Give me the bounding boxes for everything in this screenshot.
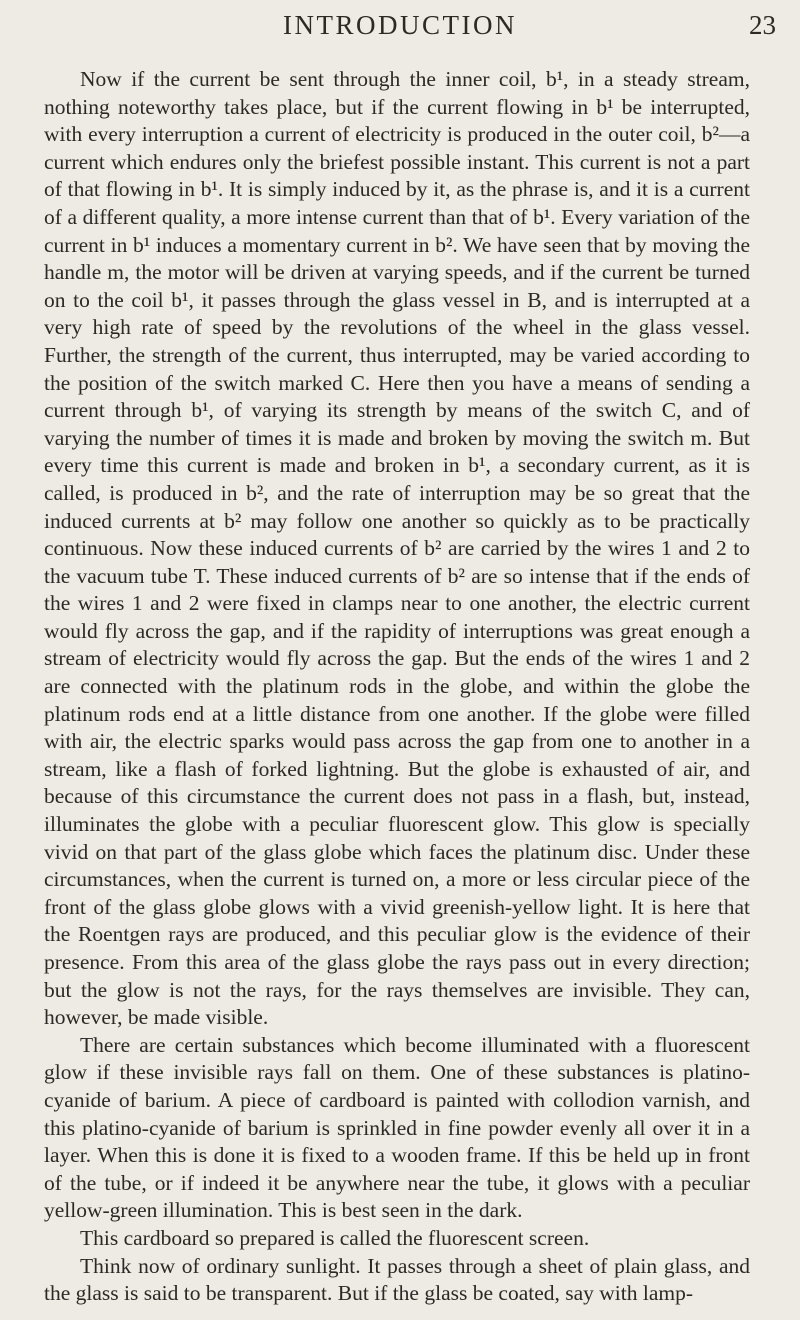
paragraph-2: There are certain substances which become illuminated with a fluorescent glow if these invisible rays fall on them. One of these substances is platino-cyanide of barium. A piece of cardboard is painted with collodion varnish, and this platino-cyanide of barium is sprinkled in fine powder evenly all over it in a layer. When this is done it is fixed to a wooden frame. If this be held up in front of the tube, or if indeed it be anywhere near the tube, it glows with a peculiar yellow-green illumination. This is best seen in the dark.: [44, 1032, 750, 1223]
body-text: [44, 66, 750, 1308]
page-number: 23: [749, 10, 776, 40]
paragraph-1: Now if the current be sent through the inner coil, b¹, in a steady stream, nothing noteworthy takes place, but if the current flowing in b¹ be interrupted, with every interruption a current of electricity is produced in the outer coil, b²—a current which endures only the briefest possible instant. This current is not a part of that flowing in b¹. It is simply induced by it, as the phrase is, and it is a current of a different quality, a more intense current than that of b¹. Every variation of the current in b¹ induces a momentary current in b². We have seen that by moving the handle m, the motor will be driven at varying speeds, and if the current be turned on to the coil b¹, it passes through the glass vessel in B, and is interrupted at a very high rate of speed by the revolutions of the wheel in the glass vessel. Further, the strength of the current, thus interrupted, may be varied according to the position of the switch marked C. Here then you have a means of sending a current through b¹, of varying its strength by means of the switch C, and of varying the number of times it is made and broken by moving the switch m. But every time this current is made and broken in b¹, a secondary current, as it is called, is produced in b², and the rate of interruption may be so great that the induced currents at b² may follow one another so quickly as to be practically continuous. Now these induced currents of b² are carried by the wires 1 and 2 to the vacuum tube T. These induced currents of b² are so intense that if the ends of the wires 1 and 2 were fixed in clamps near to one another, the electric current would fly across the gap, and if the rapidity of interruptions was great enough a stream of electricity would fly across the gap. But the ends of the wires 1 and 2 are connected with the platinum rods in the globe, and within the globe the platinum rods end at a little distance from one another. If the globe were filled with air, the electric sparks would pass across the gap from one to another in a stream, like a flash of forked lightning. But the globe is exhausted of air, and because of this circumstance the current does not pass in a flash, but, instead, illuminates the globe with a peculiar fluorescent glow. This glow is specially vivid on that part of the glass globe which faces the platinum disc. Under these circumstances, when the current is turned on, a more or less circular piece of the front of the glass globe glows with a vivid greenish-yellow light. It is here that the Roentgen rays are produced, and this peculiar glow is the evidence of their presence. From this area of the glass globe the rays pass out in every direction; but the glow is not the rays, for the rays themselves are invisible. They can, however, be made visible.: [44, 67, 750, 1030]
paragraph-3: This cardboard so prepared is called the fluorescent screen.: [80, 1225, 590, 1250]
running-head: [0, 4, 800, 44]
paragraph-4: Think now of ordinary sunlight. It passes through a sheet of plain glass, and the glass is said to be transparent. But if the glass be coated, say with lamp-: [44, 1253, 750, 1306]
running-title: INTRODUCTION: [283, 10, 517, 40]
